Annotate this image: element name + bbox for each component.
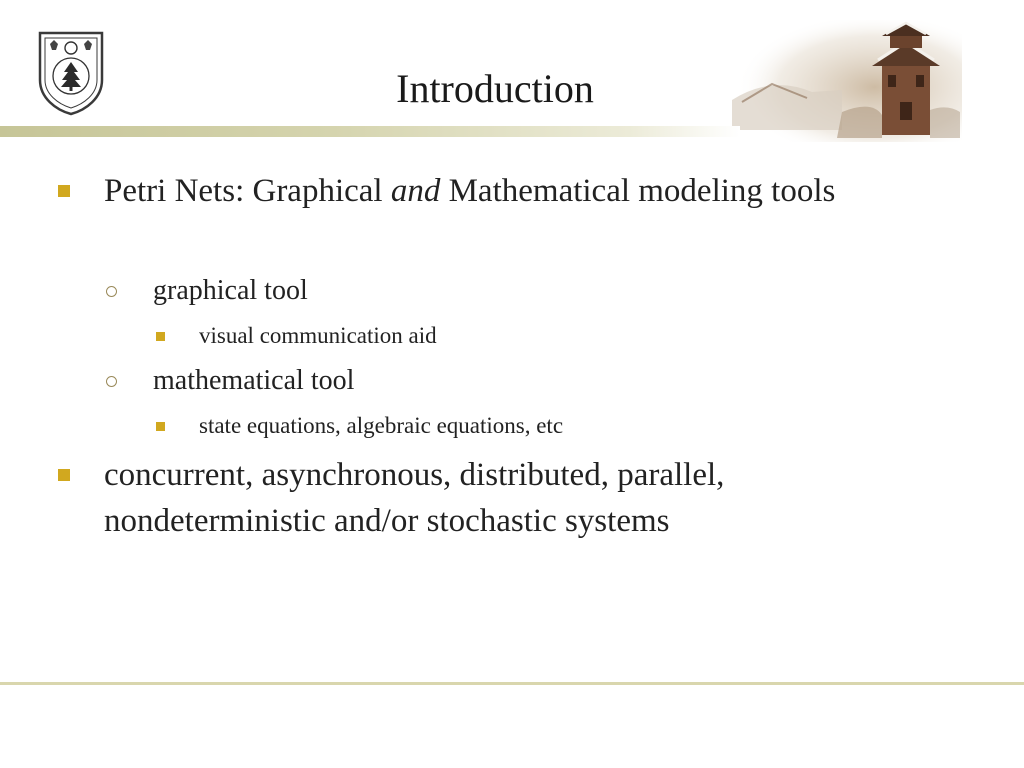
bullet-text-part: Mathematical modeling tools [440, 173, 836, 209]
footer-divider [0, 682, 1024, 685]
square-bullet-icon [58, 469, 70, 481]
circle-bullet-icon [106, 286, 117, 297]
bullet-text [104, 168, 924, 214]
bullet-text: state equations, algebraic equations, etc [199, 413, 564, 438]
bullet-text: mathematical tool [153, 365, 355, 396]
header-photo-tower [732, 20, 962, 142]
square-bullet-icon [58, 185, 70, 197]
bullet-text: visual communication aid [199, 323, 437, 348]
bullet-text-emphasis: and [390, 173, 441, 209]
tower-image-icon [732, 20, 962, 142]
square-bullet-icon [156, 422, 165, 431]
circle-bullet-icon [106, 376, 117, 387]
bullet-text: concurrent, asynchronous, distributed, parallel, nondeterministic and/or stochastic systems [104, 457, 725, 539]
title-divider [0, 126, 740, 137]
square-bullet-icon [156, 332, 165, 341]
bullet-text: graphical tool [153, 275, 308, 306]
bullet-text-part: Petri Nets: Graphical [104, 173, 391, 209]
slide-title: Introduction [396, 66, 594, 111]
